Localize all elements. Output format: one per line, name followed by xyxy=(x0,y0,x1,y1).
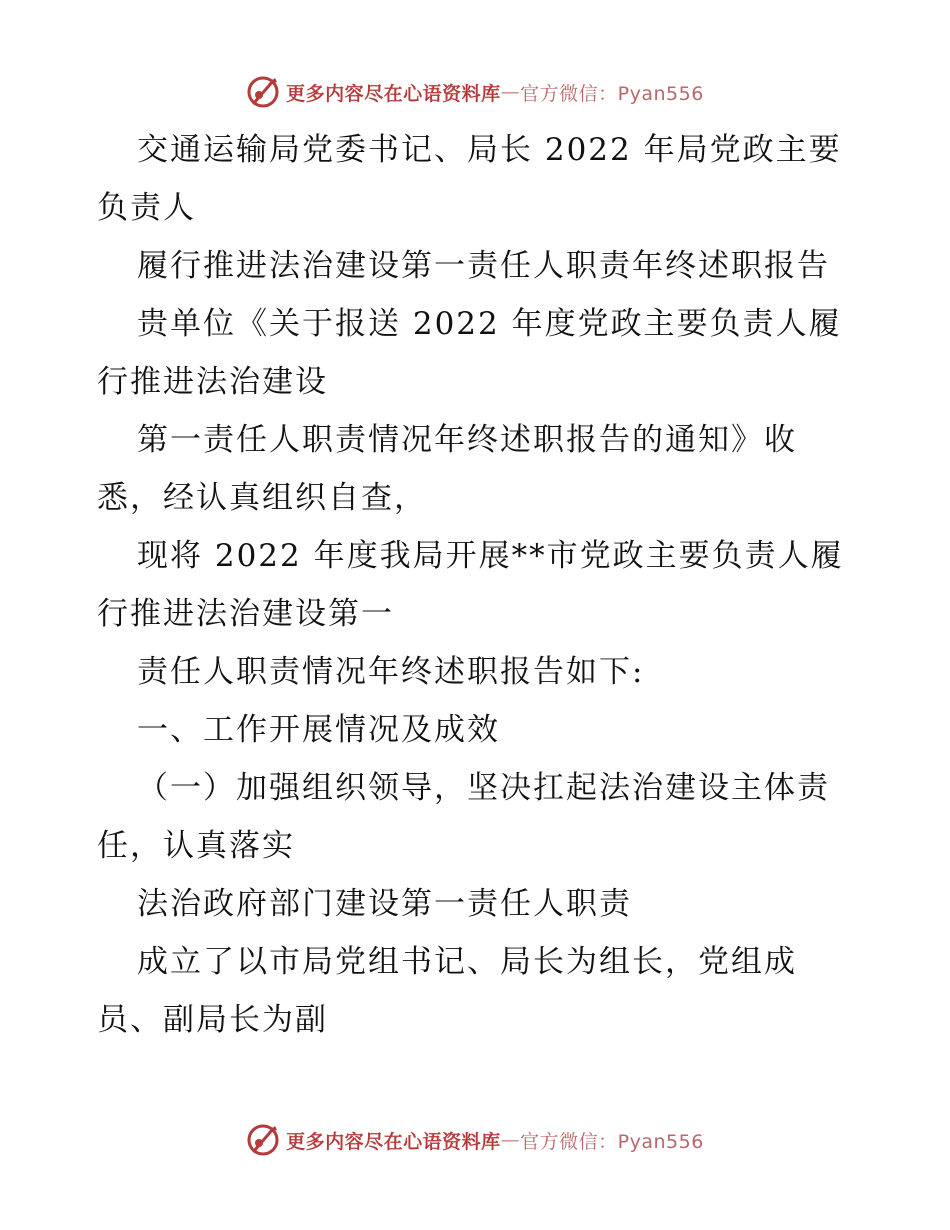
body-line: 法治政府部门建设第一责任人职责 xyxy=(137,886,632,922)
body-line: 员、副局长为副 xyxy=(97,1002,328,1038)
watermark-site-text: 更多内容尽在心语资料库 xyxy=(286,1130,501,1153)
body-line: 履行推进法治建设第一责任人职责年终述职报告 xyxy=(137,248,830,284)
body-line: 负责人 xyxy=(97,190,196,226)
brand-logo-icon xyxy=(246,1123,280,1157)
brand-logo-icon xyxy=(246,75,280,109)
footer-watermark xyxy=(0,1120,950,1160)
watermark-dash: — xyxy=(500,81,521,103)
body-line: （一）加强组织领导，坚决扛起法治建设主体责 xyxy=(137,770,830,806)
section-heading: 一、工作开展情况及成效 xyxy=(137,712,500,748)
body-line: 任，认真落实 xyxy=(97,828,295,864)
watermark-contact-text: 官方微信：Pyan556 xyxy=(520,1130,704,1153)
header-watermark xyxy=(0,72,950,112)
body-line: 贵单位《关于报送 2022 年度党政主要负责人履 xyxy=(137,306,842,342)
body-line: 责任人职责情况年终述职报告如下: xyxy=(137,654,645,690)
body-line: 行推进法治建设 xyxy=(97,364,328,400)
body-line: 交通运输局党委书记、局长 2022 年局党政主要 xyxy=(137,132,842,168)
watermark-dash: — xyxy=(500,1129,521,1151)
watermark-contact-text: 官方微信：Pyan556 xyxy=(520,82,704,105)
body-line: 悉，经认真组织自查， xyxy=(97,480,427,516)
body-line: 成立了以市局党组书记、局长为组长，党组成 xyxy=(137,944,797,980)
document-body xyxy=(97,121,857,1049)
body-line: 行推进法治建设第一 xyxy=(97,596,394,632)
body-line: 第一责任人职责情况年终述职报告的通知》收 xyxy=(137,422,797,458)
watermark-site-text: 更多内容尽在心语资料库 xyxy=(286,82,501,105)
body-line: 现将 2022 年度我局开展**市党政主要负责人履 xyxy=(137,538,844,574)
